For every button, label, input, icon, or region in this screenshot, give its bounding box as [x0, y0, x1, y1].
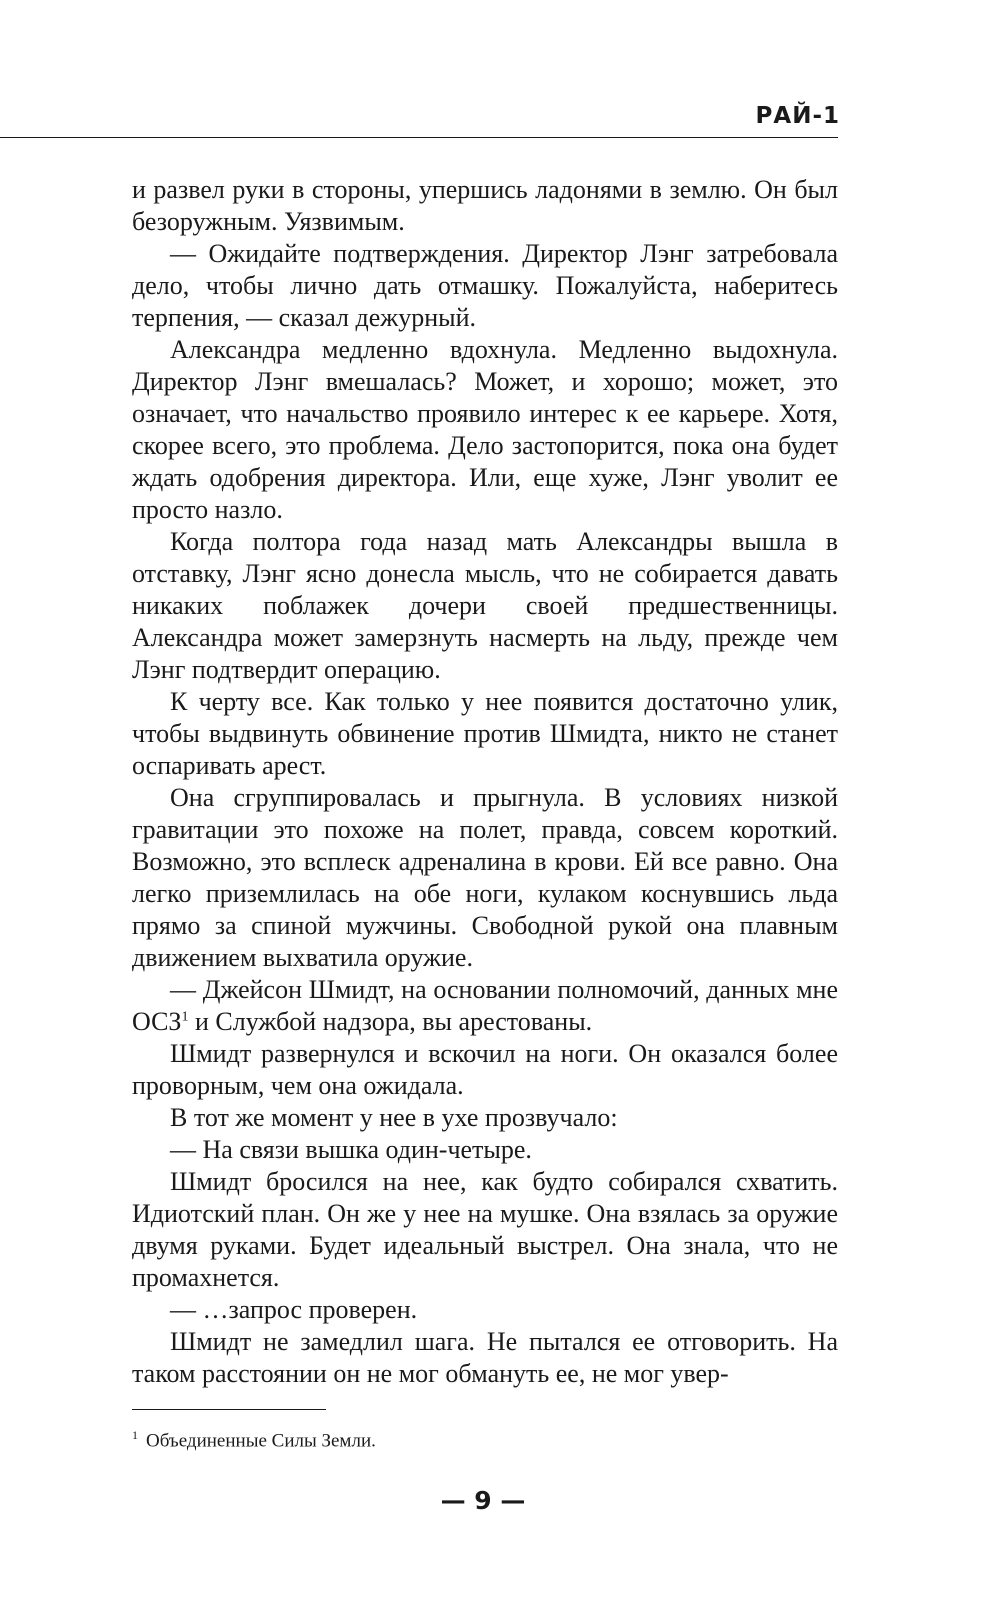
paragraph-text: и Службой надзора, вы арестованы. [194, 1007, 593, 1036]
body-text [132, 174, 838, 1390]
paragraph: Александра медленно вдохнула. Медленно выдохнула. Директор Лэнг вмешалась? Может, и хорошо; может, это означает, что начальство проявило интерес к ее карьере. Хотя, скорее всего, это проблема. Дело застопорится, пока она будет ждать одобрения директора. Или, еще хуже, Лэнг уволит ее просто назло. [132, 335, 838, 524]
paragraph: Шмидт не замедлил шага. Не пытался ее отговорить. На таком расстоянии он не мог обмануть ее, не мог увер- [132, 1327, 838, 1388]
paragraph: К черту все. Как только у нее появится достаточно улик, чтобы выдвинуть обвинение против Шмидта, никто не станет оспаривать арест. [132, 687, 838, 780]
paragraph: Когда полтора года назад мать Александры вышла в отставку, Лэнг ясно донесла мысль, что не собирается давать никаких поблажек дочери своей предшественницы. Александра может замерзнуть насмерть на льду, прежде чем Лэнг подтвердит операцию. [132, 527, 838, 684]
footnote-text: Объединенные Силы Земли. [146, 1430, 376, 1452]
paragraph: — На связи вышка один-четыре. [170, 1135, 532, 1164]
paragraph: Шмидт развернулся и вскочил на ноги. Он оказался более проворным, чем она ожидала. [132, 1039, 838, 1100]
page-number: — 9 — [440, 1486, 526, 1515]
paragraph: и развел руки в стороны, упершись ладонями в землю. Он был безоружным. Уязвимым. [132, 175, 838, 236]
paragraph: Она сгруппировалась и прыгнула. В условиях низкой гравитации это похоже на полет, правда, совсем короткий. Возможно, это всплеск адреналина в крови. Ей все равно. Она легко приземлилась на обе ноги, кулаком коснувшись льда прямо за спиной мужчины. Свободной рукой она плавным движением выхватила оружие. [132, 783, 838, 972]
footnote-reference[interactable]: 1 [181, 1009, 189, 1025]
paragraph: Шмидт бросился на нее, как будто собирался схватить. Идиотский план. Он же у нее на мушке. Она взялась за оружие двумя руками. Будет идеальный выстрел. Она знала, что не промахнется. [132, 1167, 838, 1292]
paragraph: — Ожидайте подтверждения. Директор Лэнг затребовала дело, чтобы лично дать отмашку. Пожалуйста, наберитесь терпения, — сказал дежурный. [132, 239, 838, 332]
running-head: РАЙ-1 [755, 103, 840, 129]
footnote-rule [132, 1409, 326, 1410]
paragraph-text: — Джейсон Шмидт, на основании полномочий, данных мне ОСЗ [132, 975, 838, 1036]
footnote-number: 1 [132, 1428, 138, 1442]
header-rule [0, 137, 838, 138]
paragraph [132, 974, 838, 1038]
paragraph: — …запрос проверен. [170, 1295, 418, 1324]
paragraph: В тот же момент у нее в ухе прозвучало: [170, 1103, 618, 1132]
footnote [132, 1428, 376, 1452]
